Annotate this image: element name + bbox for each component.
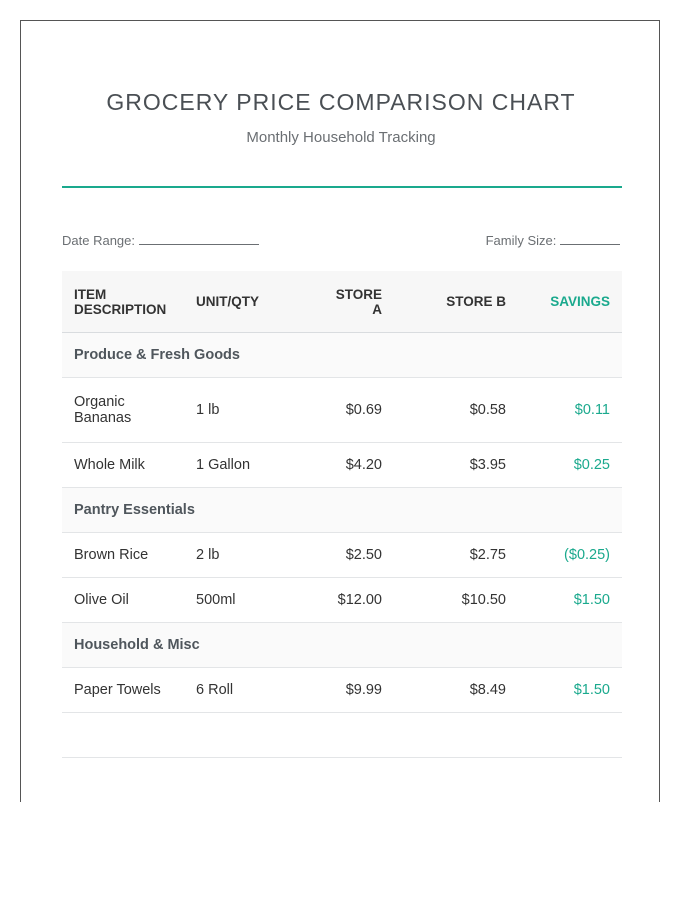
category-row xyxy=(62,488,622,533)
column-header-store-b: STORE B xyxy=(446,294,506,309)
category-label: Produce & Fresh Goods xyxy=(74,347,240,363)
column-header-savings: SAVINGS xyxy=(550,294,610,309)
store-b-cell: $0.58 xyxy=(469,402,506,418)
savings-cell: ($0.25) xyxy=(564,547,610,563)
store-a-cell: $0.69 xyxy=(345,402,382,418)
family-size-field xyxy=(486,233,620,248)
savings-cell: $1.50 xyxy=(573,592,610,608)
unit-cell: 2 lb xyxy=(196,547,220,563)
savings-cell: $0.25 xyxy=(573,457,610,473)
item-cell: Olive Oil xyxy=(74,592,129,608)
category-row xyxy=(62,333,622,378)
date-range-field xyxy=(62,233,259,248)
unit-cell: 1 Gallon xyxy=(196,457,251,473)
table-header-row xyxy=(62,271,622,333)
table-row xyxy=(62,668,622,713)
unit-cell: 6 Roll xyxy=(196,682,234,698)
store-b-cell: $10.50 xyxy=(461,592,506,608)
savings-cell: $0.11 xyxy=(574,402,610,418)
column-header-item: ITEM DESCRIPTION xyxy=(74,286,167,317)
savings-cell: $1.50 xyxy=(573,682,610,698)
document-page xyxy=(20,20,660,802)
unit-cell: 500ml xyxy=(196,592,236,608)
unit-cell: 1 lb xyxy=(196,402,220,418)
date-range-label: Date Range: xyxy=(62,233,135,248)
table-row xyxy=(62,443,622,488)
family-size-label: Family Size: xyxy=(485,233,557,248)
store-b-cell: $2.75 xyxy=(469,547,506,563)
store-a-cell: $9.99 xyxy=(345,682,382,698)
store-a-cell: $2.50 xyxy=(345,547,382,563)
store-a-cell: $12.00 xyxy=(337,592,382,608)
price-comparison-table xyxy=(62,271,622,758)
page-subtitle: Monthly Household Tracking xyxy=(246,129,436,146)
item-cell: Brown Rice xyxy=(74,547,149,563)
column-header-unit: UNIT/QTY xyxy=(196,294,259,309)
family-size-blank[interactable] xyxy=(560,234,620,245)
item-cell: Paper Towels xyxy=(74,682,161,698)
table-row xyxy=(62,378,622,443)
category-label: Household & Misc xyxy=(74,637,200,653)
table-row xyxy=(62,533,622,578)
category-label: Pantry Essentials xyxy=(74,502,195,518)
item-cell: Organic Bananas xyxy=(74,394,132,426)
date-range-blank[interactable] xyxy=(139,234,259,245)
page-title: GROCERY PRICE COMPARISON CHART xyxy=(106,89,576,115)
title-divider xyxy=(62,186,622,188)
empty-row xyxy=(62,713,622,758)
store-b-cell: $3.95 xyxy=(469,457,506,473)
store-a-cell: $4.20 xyxy=(345,457,382,473)
column-header-store-a: STORE A xyxy=(335,286,382,317)
table-row xyxy=(62,578,622,623)
item-cell: Whole Milk xyxy=(74,457,145,473)
store-b-cell: $8.49 xyxy=(469,682,506,698)
category-row xyxy=(62,623,622,668)
